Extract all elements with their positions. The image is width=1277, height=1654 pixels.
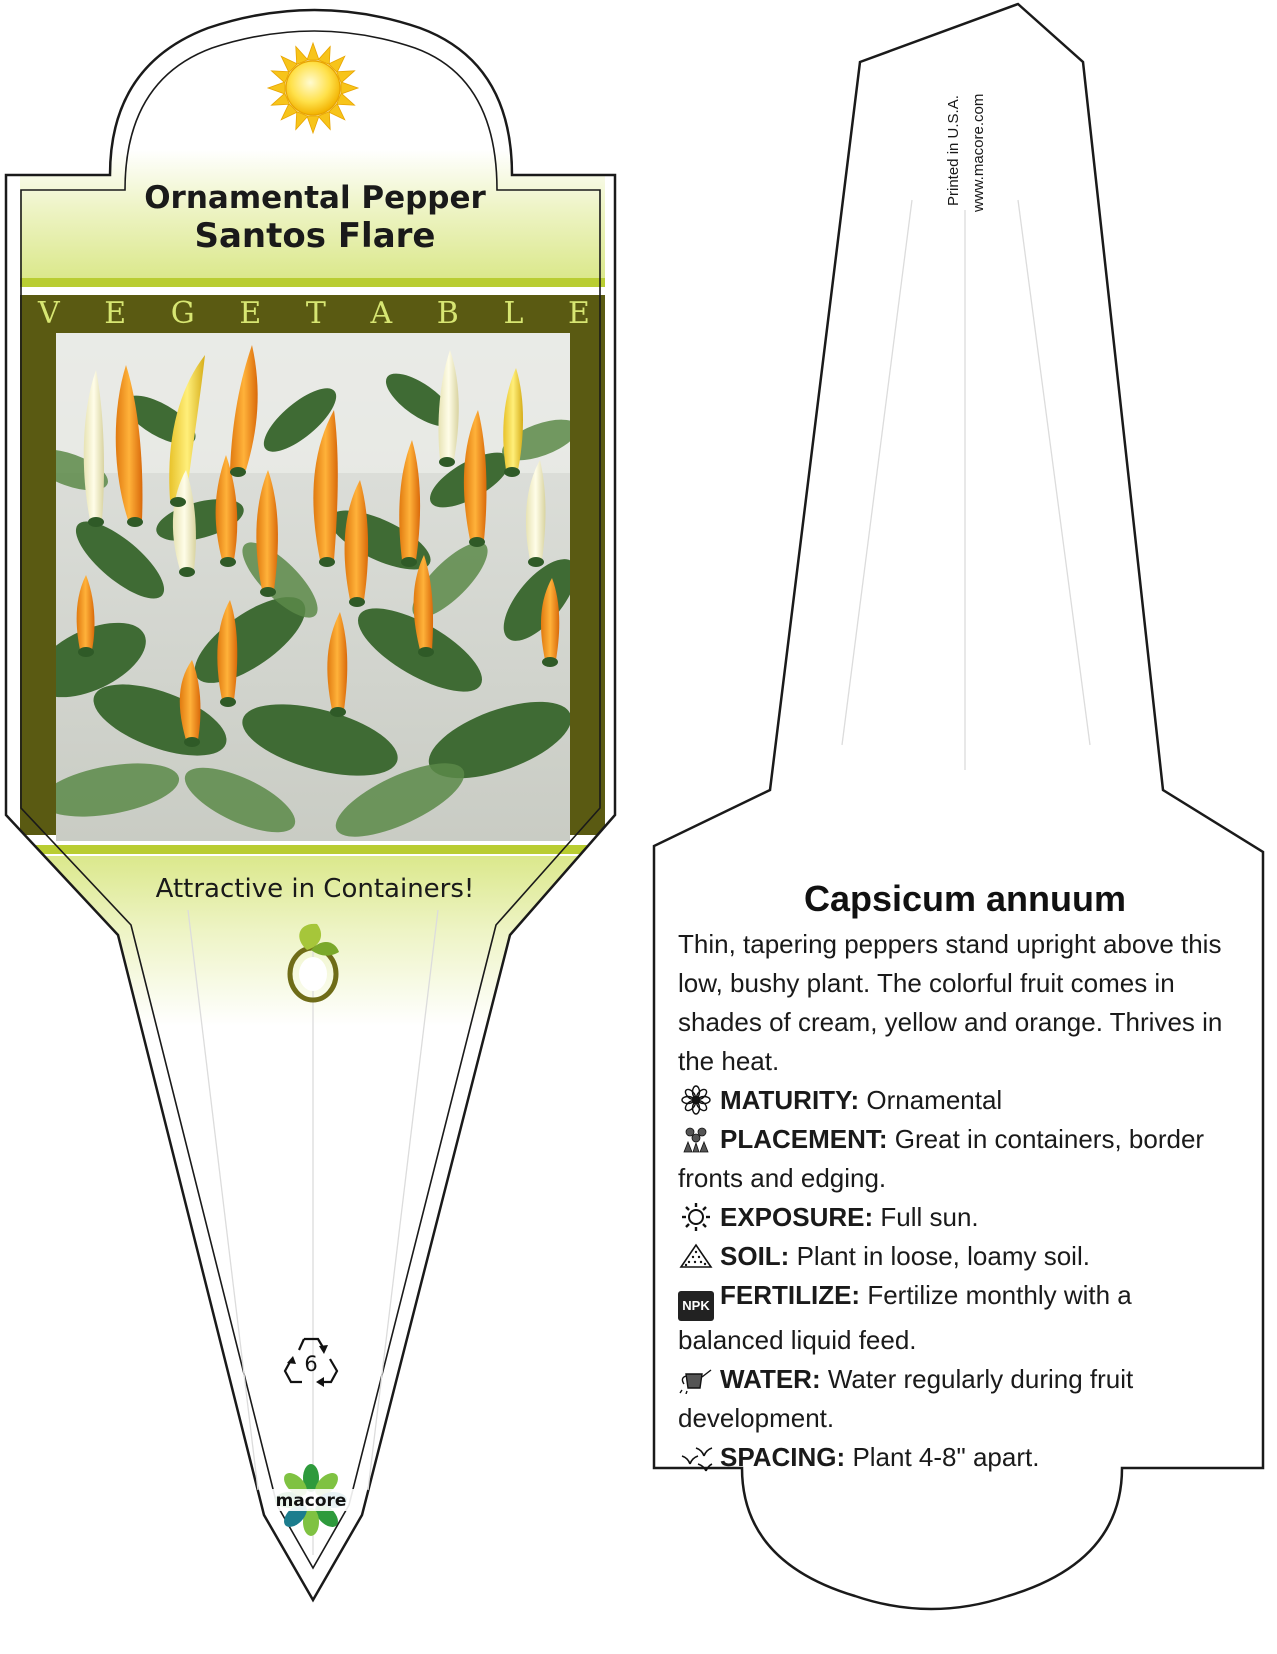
care-exposure: EXPOSURE: Full sun. xyxy=(678,1198,1238,1237)
category-letter: A xyxy=(370,296,393,331)
category-letter: L xyxy=(503,296,524,331)
category-letter: T xyxy=(305,296,326,331)
category-label xyxy=(38,296,590,331)
website: www.macore.com xyxy=(970,93,987,212)
sun-icon xyxy=(268,43,358,133)
category-letter: E xyxy=(104,296,127,331)
care-soil: SOIL: Plant in loose, loamy soil. xyxy=(678,1237,1238,1276)
care-water: WATER: Water regularly during fruit development. xyxy=(678,1364,1134,1433)
printed-in: Printed in U.S.A. xyxy=(945,95,962,206)
care-fertilize: NPK FERTILIZE: Fertilize monthly with a balanced liquid feed. xyxy=(678,1280,1132,1355)
tagline: Attractive in Containers! xyxy=(155,874,475,904)
sun-outline-icon xyxy=(678,1202,714,1232)
category-letter: G xyxy=(170,296,195,331)
care-spacing: SPACING: Plant 4-8" apart. xyxy=(678,1438,1238,1477)
description-block xyxy=(678,925,1238,1477)
recycle-code: 6 xyxy=(304,1352,318,1376)
plants-icon xyxy=(678,1124,714,1154)
category-letter: E xyxy=(567,296,590,331)
brand-name: macore xyxy=(275,1491,347,1511)
category-letter: B xyxy=(436,296,459,331)
variety-name: Santos Flare xyxy=(194,216,436,256)
flower-icon xyxy=(678,1085,714,1115)
description: Thin, tapering peppers stand upright above this low, bushy plant. The colorful fruit comes in shades of cream, yellow and orange. Thrives in the heat. xyxy=(678,929,1223,1076)
common-name: Ornamental Pepper xyxy=(144,180,486,216)
care-maturity: MATURITY: Ornamental xyxy=(678,1081,1238,1120)
spacing-icon xyxy=(678,1442,714,1472)
category-letter: V xyxy=(38,296,60,331)
care-placement: PLACEMENT: Great in containers, border fronts and edging. xyxy=(678,1124,1205,1193)
pepper-plant-photo xyxy=(23,333,589,851)
watering-can-icon xyxy=(678,1364,714,1394)
soil-icon xyxy=(678,1241,714,1271)
scientific-name: Capsicum annuum xyxy=(803,878,1127,919)
npk-icon: NPK xyxy=(678,1291,714,1321)
category-letter: E xyxy=(239,296,262,331)
